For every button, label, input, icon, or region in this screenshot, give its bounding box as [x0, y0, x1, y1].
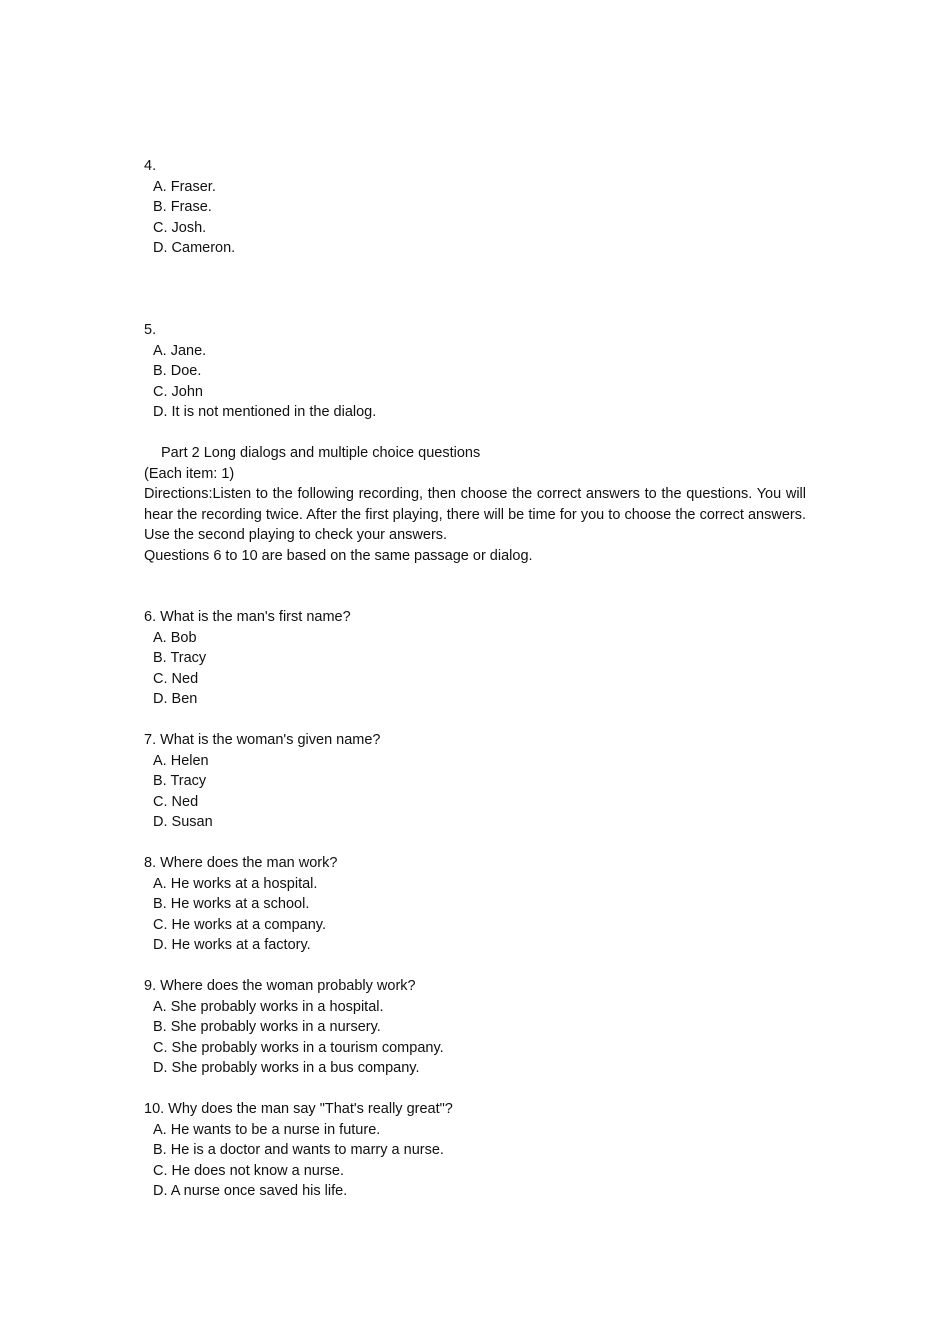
part-title: Part 2 Long dialogs and multiple choice questions	[161, 445, 481, 461]
directions-text: Directions:Listen to the following recording, then choose the correct answers to the questions. You will hear the recording twice. After the first playing, there will be time for you to choose the correct answers. Use the second playing to check your answers.	[144, 486, 806, 543]
answer-option: D. She probably works in a bus company.	[153, 1060, 420, 1076]
answer-option: B. She probably works in a nursery.	[153, 1019, 381, 1035]
question-text: 10. Why does the man say "That's really great"?	[144, 1101, 453, 1117]
spacer	[144, 710, 806, 731]
answer-option: B. He is a doctor and wants to marry a nurse.	[153, 1142, 444, 1158]
question-text: 6. What is the man's first name?	[144, 609, 351, 625]
answer-option: D. Ben	[153, 691, 198, 707]
spacer	[144, 956, 806, 977]
spacer	[144, 259, 806, 321]
answer-option: B. Tracy	[153, 650, 207, 666]
question-block	[144, 156, 806, 259]
question-block	[144, 976, 806, 1079]
answer-option: A. Helen	[153, 752, 209, 769]
document-page	[144, 156, 806, 1202]
answer-option: D. Susan	[153, 814, 213, 830]
answer-option: C. She probably works in a tourism company.	[153, 1039, 444, 1056]
question-number: 4.	[144, 158, 157, 174]
answer-option: B. Tracy	[153, 773, 207, 789]
part2-section	[144, 443, 806, 566]
answer-option: C. He does not know a nurse.	[153, 1162, 345, 1179]
answer-option: C. He works at a company.	[153, 916, 326, 933]
answer-option: B. Doe.	[153, 363, 202, 379]
spacer	[144, 1079, 806, 1100]
answer-option: D. It is not mentioned in the dialog.	[153, 404, 377, 420]
question-block	[144, 607, 806, 710]
spacer	[144, 833, 806, 854]
answer-option: B. He works at a school.	[153, 896, 310, 912]
answer-option: B. Frase.	[153, 199, 212, 215]
answer-option: A. Jane.	[153, 342, 207, 359]
question-number: 5.	[144, 322, 157, 338]
questions-based-note: Questions 6 to 10 are based on the same passage or dialog.	[144, 547, 533, 564]
answer-option: A. Bob	[153, 629, 197, 646]
answer-option: C. John	[153, 383, 203, 400]
spacer	[144, 566, 806, 607]
question-block	[144, 853, 806, 956]
question-text: 9. Where does the woman probably work?	[144, 978, 416, 994]
question-block	[144, 1099, 806, 1202]
answer-option: A. He wants to be a nurse in future.	[153, 1121, 381, 1138]
answer-option: A. He works at a hospital.	[153, 875, 318, 892]
question-block	[144, 730, 806, 833]
answer-option: C. Ned	[153, 793, 199, 810]
answer-option: C. Ned	[153, 670, 199, 687]
question-text: 7. What is the woman's given name?	[144, 732, 381, 748]
question-block	[144, 320, 806, 423]
answer-option: D. He works at a factory.	[153, 937, 311, 953]
answer-option: D. A nurse once saved his life.	[153, 1183, 348, 1199]
answer-option: A. Fraser.	[153, 178, 216, 195]
spacer	[144, 423, 806, 444]
each-item-note: (Each item: 1)	[144, 465, 235, 482]
answer-option: D. Cameron.	[153, 240, 236, 256]
question-text: 8. Where does the man work?	[144, 855, 338, 871]
answer-option: A. She probably works in a hospital.	[153, 998, 384, 1015]
answer-option: C. Josh.	[153, 219, 207, 236]
